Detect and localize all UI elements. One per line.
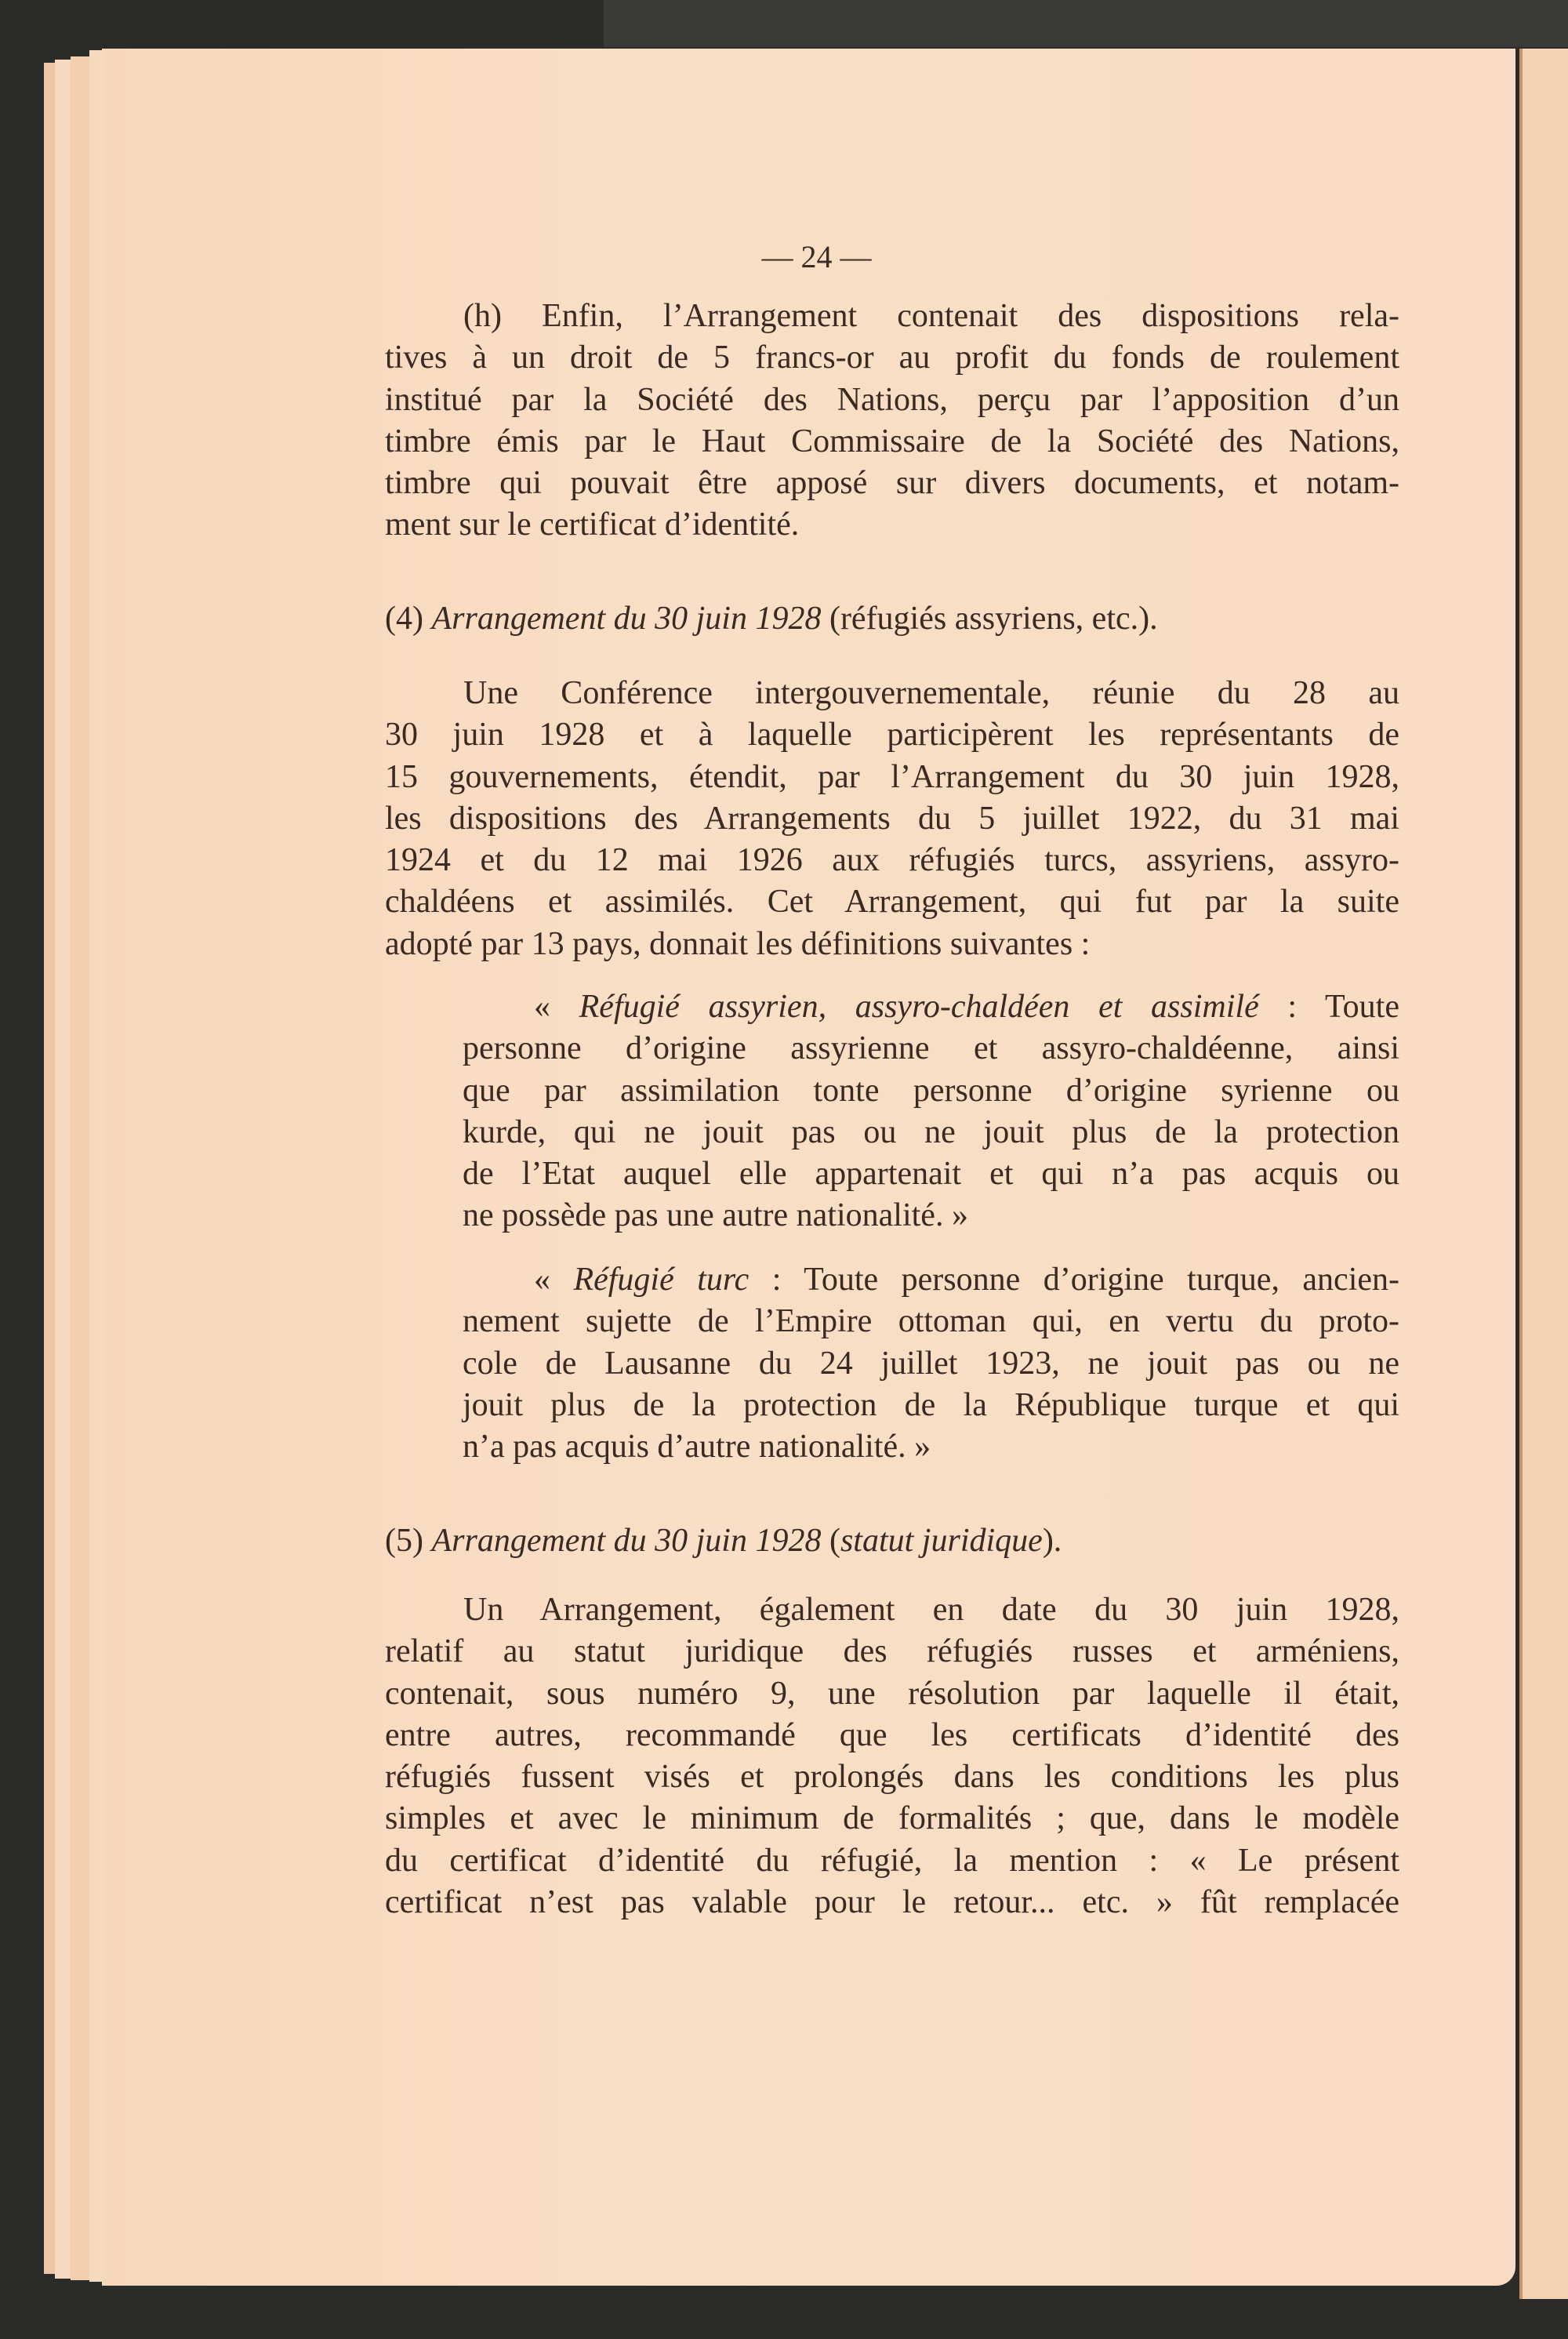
text-span: «: [534, 989, 579, 1025]
text-line: ne possède pas une autre nationalité. »: [463, 1197, 968, 1234]
text-line: que par assimilation tonte personne d’origine syrienne ou: [463, 1072, 1399, 1109]
text-span: : Toute: [1258, 989, 1399, 1025]
para-4: [385, 673, 1399, 965]
text-span: ).: [1042, 1523, 1062, 1559]
text-line: certificat n’est pas valable pour le retour... etc. » fût remplacée: [385, 1884, 1399, 1921]
text-line: Un Arrangement, également en date du 30 juin 1928,: [463, 1592, 1399, 1628]
italic-text: Réfugié assyrien, assyro-chaldéen et assimilé: [579, 989, 1259, 1025]
text-line: ment sur le certificat d’identité.: [385, 507, 800, 543]
text-line: contenait, sous numéro 9, une résolution par laquelle il était,: [385, 1675, 1399, 1712]
heading-4: [385, 598, 1399, 640]
text-line: simples et avec le minimum de formalités ; que, dans le modèle: [385, 1800, 1399, 1837]
text-line: [463, 986, 1399, 1028]
text-line: tives à un droit de 5 francs-or au profit du fonds de roulement: [385, 340, 1399, 376]
text-line: timbre qui pouvait être apposé sur divers documents, et notam-: [385, 465, 1399, 502]
text-line: [385, 1520, 1399, 1562]
italic-text: statut juridique: [840, 1523, 1043, 1559]
text-line: du certificat d’identité du réfugié, la mention : « Le présent: [385, 1842, 1399, 1879]
text-line: 15 gouvernements, étendit, par l’Arrangement du 30 juin 1928,: [385, 758, 1399, 795]
italic-text: Réfugié turc: [573, 1262, 750, 1298]
italic-text: Arrangement du 30 juin 1928: [431, 1523, 822, 1559]
text-line: cole de Lausanne du 24 juillet 1923, ne jouit pas ou ne: [463, 1345, 1399, 1382]
text-line: [463, 1259, 1399, 1301]
book-page: [102, 49, 1515, 2286]
text-line: [385, 598, 1399, 640]
text-line: adopté par 13 pays, donnait les définitions suivantes :: [385, 925, 1091, 962]
text-line: timbre émis par le Haut Commissaire de la Société des Nations,: [385, 423, 1399, 459]
text-line: n’a pas acquis d’autre nationalité. »: [463, 1429, 931, 1466]
scan-background: [604, 0, 1568, 47]
text-line: personne d’origine assyrienne et assyro-chaldéenne, ainsi: [463, 1030, 1399, 1067]
text-span: «: [534, 1262, 574, 1298]
page-number: — 24 —: [761, 239, 872, 274]
text-span: (réfugiés assyriens, etc.).: [821, 601, 1158, 637]
text-line: Une Conférence intergouvernementale, réunie du 28 au: [463, 675, 1399, 711]
para-h: [385, 296, 1399, 547]
text-line: 30 juin 1928 et à laquelle participèrent les représentants de: [385, 717, 1399, 754]
italic-text: Arrangement du 30 juin 1928: [431, 601, 822, 637]
text-line: chaldéens et assimilés. Cet Arrangement, qui fut par la suite: [385, 884, 1399, 921]
quote-turc: [463, 1259, 1399, 1468]
text-span: (: [821, 1523, 840, 1559]
text-line: (h) Enfin, l’Arrangement contenait des dispositions rela-: [463, 298, 1399, 334]
heading-5: [385, 1520, 1399, 1562]
text-line: de l’Etat auquel elle appartenait et qui n’a pas acquis ou: [463, 1156, 1399, 1193]
facing-page-edge: [1519, 49, 1568, 2299]
text-line: nement sujette de l’Empire ottoman qui, en vertu du proto-: [463, 1303, 1399, 1340]
text-line: les dispositions des Arrangements du 5 juillet 1922, du 31 mai: [385, 800, 1399, 837]
text-span: : Toute personne d’origine turque, ancien-: [749, 1262, 1399, 1298]
text-line: 1924 et du 12 mai 1926 aux réfugiés turcs, assyriens, assyro-: [385, 842, 1399, 879]
text-line: jouit plus de la protection de la République turque et qui: [463, 1386, 1399, 1423]
text-span: (5): [385, 1523, 432, 1559]
text-line: kurde, qui ne jouit pas ou ne jouit plus de la protection: [463, 1113, 1399, 1150]
text-line: institué par la Société des Nations, perçu par l’apposition d’un: [385, 381, 1399, 418]
text-line: réfugiés fussent visés et prolongés dans les conditions les plus: [385, 1759, 1399, 1796]
text-line: relatif au statut juridique des réfugiés russes et arméniens,: [385, 1633, 1399, 1670]
quote-assyrien: [463, 986, 1399, 1237]
para-5: [385, 1589, 1399, 1923]
text-span: (4): [385, 601, 432, 637]
text-line: entre autres, recommandé que les certificats d’identité des: [385, 1716, 1399, 1753]
